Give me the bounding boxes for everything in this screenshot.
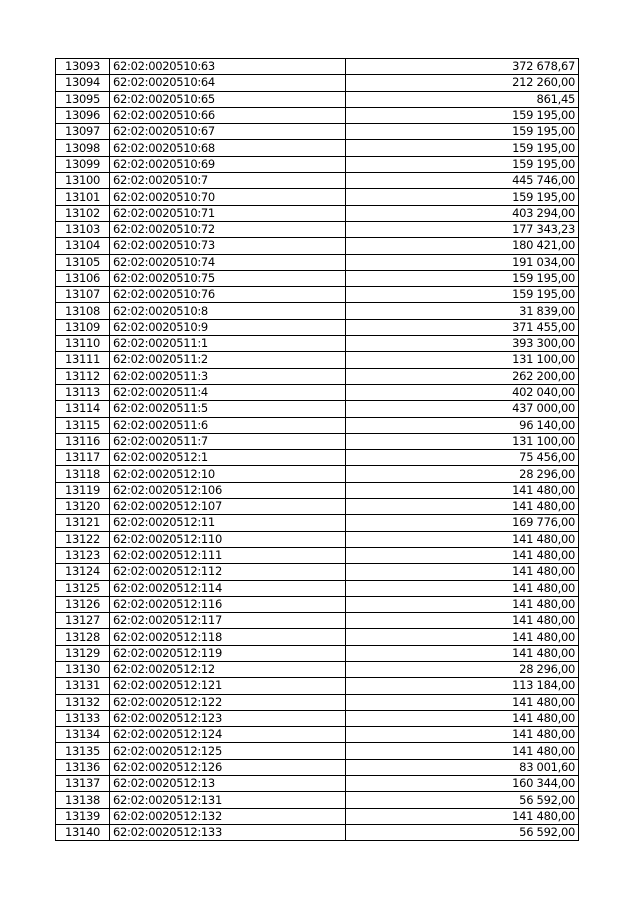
cadastral-value-cell: 371 455,00 xyxy=(346,319,579,335)
row-number-cell: 13099 xyxy=(56,156,110,172)
table-row xyxy=(56,303,579,319)
row-number-cell: 13134 xyxy=(56,727,110,743)
cadastral-value-cell: 169 776,00 xyxy=(346,515,579,531)
row-number-cell: 13135 xyxy=(56,743,110,759)
cadastral-value-cell: 141 480,00 xyxy=(346,645,579,661)
row-number-cell: 13121 xyxy=(56,515,110,531)
cadastral-value-cell: 28 296,00 xyxy=(346,661,579,677)
row-number-cell: 13136 xyxy=(56,759,110,775)
cadastral-value-cell: 28 296,00 xyxy=(346,466,579,482)
cadastral-number-cell: 62:02:0020510:73 xyxy=(110,238,346,254)
cadastral-value-cell: 861,45 xyxy=(346,91,579,107)
row-number-cell: 13113 xyxy=(56,384,110,400)
table-row xyxy=(56,515,579,531)
row-number-cell: 13114 xyxy=(56,401,110,417)
row-number-cell: 13124 xyxy=(56,564,110,580)
cadastral-number-cell: 62:02:0020511:1 xyxy=(110,336,346,352)
cadastral-value-cell: 437 000,00 xyxy=(346,401,579,417)
cadastral-number-cell: 62:02:0020510:7 xyxy=(110,173,346,189)
table-row xyxy=(56,124,579,140)
cadastral-number-cell: 62:02:0020512:125 xyxy=(110,743,346,759)
table-row xyxy=(56,580,579,596)
row-number-cell: 13112 xyxy=(56,368,110,384)
cadastral-number-cell: 62:02:0020512:13 xyxy=(110,776,346,792)
cadastral-number-cell: 62:02:0020512:1 xyxy=(110,450,346,466)
table-row xyxy=(56,450,579,466)
row-number-cell: 13128 xyxy=(56,629,110,645)
cadastral-number-cell: 62:02:0020510:9 xyxy=(110,319,346,335)
table-row xyxy=(56,221,579,237)
cadastral-number-cell: 62:02:0020510:76 xyxy=(110,287,346,303)
table-row xyxy=(56,254,579,270)
cadastral-number-cell: 62:02:0020511:3 xyxy=(110,368,346,384)
table-row xyxy=(56,173,579,189)
cadastral-number-cell: 62:02:0020511:2 xyxy=(110,352,346,368)
cadastral-number-cell: 62:02:0020512:131 xyxy=(110,792,346,808)
table-row xyxy=(56,531,579,547)
cadastral-number-cell: 62:02:0020510:70 xyxy=(110,189,346,205)
table-row xyxy=(56,401,579,417)
cadastral-value-cell: 159 195,00 xyxy=(346,140,579,156)
row-number-cell: 13109 xyxy=(56,319,110,335)
table-row xyxy=(56,629,579,645)
cadastral-value-cell: 56 592,00 xyxy=(346,792,579,808)
table-row xyxy=(56,596,579,612)
table-row xyxy=(56,808,579,824)
cadastral-value-cell: 141 480,00 xyxy=(346,743,579,759)
table-row xyxy=(56,613,579,629)
table-row xyxy=(56,792,579,808)
cadastral-number-cell: 62:02:0020510:67 xyxy=(110,124,346,140)
document-page xyxy=(55,58,578,841)
row-number-cell: 13123 xyxy=(56,547,110,563)
table-row xyxy=(56,205,579,221)
cadastral-number-cell: 62:02:0020510:71 xyxy=(110,205,346,221)
cadastral-number-cell: 62:02:0020512:106 xyxy=(110,482,346,498)
cadastral-value-cell: 56 592,00 xyxy=(346,824,579,840)
row-number-cell: 13111 xyxy=(56,352,110,368)
cadastral-value-cell: 159 195,00 xyxy=(346,107,579,123)
table-row xyxy=(56,384,579,400)
cadastral-value-cell: 445 746,00 xyxy=(346,173,579,189)
table-row xyxy=(56,678,579,694)
row-number-cell: 13107 xyxy=(56,287,110,303)
cadastral-value-cell: 141 480,00 xyxy=(346,482,579,498)
table-row xyxy=(56,417,579,433)
cadastral-number-cell: 62:02:0020511:7 xyxy=(110,433,346,449)
cadastral-value-cell: 141 480,00 xyxy=(346,531,579,547)
row-number-cell: 13093 xyxy=(56,59,110,75)
table-row xyxy=(56,661,579,677)
cadastral-number-cell: 62:02:0020512:11 xyxy=(110,515,346,531)
cadastral-value-cell: 96 140,00 xyxy=(346,417,579,433)
table-row xyxy=(56,482,579,498)
table-row xyxy=(56,824,579,840)
table-row xyxy=(56,759,579,775)
cadastral-value-cell: 141 480,00 xyxy=(346,547,579,563)
table-row xyxy=(56,59,579,75)
table-row xyxy=(56,776,579,792)
cadastral-number-cell: 62:02:0020510:8 xyxy=(110,303,346,319)
cadastral-value-cell: 159 195,00 xyxy=(346,189,579,205)
table-row xyxy=(56,156,579,172)
cadastral-number-cell: 62:02:0020510:69 xyxy=(110,156,346,172)
cadastral-value-cell: 131 100,00 xyxy=(346,352,579,368)
table-row xyxy=(56,75,579,91)
table-row xyxy=(56,319,579,335)
row-number-cell: 13110 xyxy=(56,336,110,352)
row-number-cell: 13125 xyxy=(56,580,110,596)
table-row xyxy=(56,694,579,710)
cadastral-value-cell: 141 480,00 xyxy=(346,596,579,612)
cadastral-value-cell: 262 200,00 xyxy=(346,368,579,384)
table-row xyxy=(56,499,579,515)
cadastral-value-cell: 177 343,23 xyxy=(346,221,579,237)
cadastral-value-cell: 83 001,60 xyxy=(346,759,579,775)
cadastral-value-cell: 141 480,00 xyxy=(346,694,579,710)
row-number-cell: 13104 xyxy=(56,238,110,254)
row-number-cell: 13098 xyxy=(56,140,110,156)
cadastral-value-cell: 141 480,00 xyxy=(346,808,579,824)
row-number-cell: 13119 xyxy=(56,482,110,498)
row-number-cell: 13103 xyxy=(56,221,110,237)
cadastral-value-cell: 31 839,00 xyxy=(346,303,579,319)
cadastral-value-cell: 393 300,00 xyxy=(346,336,579,352)
row-number-cell: 13132 xyxy=(56,694,110,710)
table-row xyxy=(56,91,579,107)
cadastral-value-cell: 141 480,00 xyxy=(346,613,579,629)
table-row xyxy=(56,270,579,286)
cadastral-number-cell: 62:02:0020510:64 xyxy=(110,75,346,91)
cadastral-number-cell: 62:02:0020510:75 xyxy=(110,270,346,286)
row-number-cell: 13140 xyxy=(56,824,110,840)
row-number-cell: 13133 xyxy=(56,710,110,726)
cadastral-value-cell: 159 195,00 xyxy=(346,156,579,172)
cadastral-value-cell: 191 034,00 xyxy=(346,254,579,270)
row-number-cell: 13096 xyxy=(56,107,110,123)
cadastral-number-cell: 62:02:0020512:132 xyxy=(110,808,346,824)
cadastral-number-cell: 62:02:0020512:133 xyxy=(110,824,346,840)
cadastral-value-cell: 141 480,00 xyxy=(346,499,579,515)
cadastral-value-cell: 372 678,67 xyxy=(346,59,579,75)
cadastral-number-cell: 62:02:0020512:122 xyxy=(110,694,346,710)
table-row xyxy=(56,710,579,726)
cadastral-value-cell: 212 260,00 xyxy=(346,75,579,91)
cadastral-number-cell: 62:02:0020512:110 xyxy=(110,531,346,547)
cadastral-number-cell: 62:02:0020510:74 xyxy=(110,254,346,270)
cadastral-value-cell: 159 195,00 xyxy=(346,270,579,286)
cadastral-value-cell: 141 480,00 xyxy=(346,710,579,726)
cadastral-value-table xyxy=(55,58,579,841)
row-number-cell: 13097 xyxy=(56,124,110,140)
row-number-cell: 13118 xyxy=(56,466,110,482)
cadastral-number-cell: 62:02:0020512:10 xyxy=(110,466,346,482)
row-number-cell: 13095 xyxy=(56,91,110,107)
row-number-cell: 13105 xyxy=(56,254,110,270)
cadastral-value-cell: 141 480,00 xyxy=(346,629,579,645)
cadastral-number-cell: 62:02:0020512:117 xyxy=(110,613,346,629)
cadastral-number-cell: 62:02:0020510:63 xyxy=(110,59,346,75)
row-number-cell: 13122 xyxy=(56,531,110,547)
table-row xyxy=(56,287,579,303)
row-number-cell: 13137 xyxy=(56,776,110,792)
row-number-cell: 13101 xyxy=(56,189,110,205)
cadastral-number-cell: 62:02:0020510:68 xyxy=(110,140,346,156)
cadastral-value-cell: 180 421,00 xyxy=(346,238,579,254)
table-row xyxy=(56,238,579,254)
row-number-cell: 13126 xyxy=(56,596,110,612)
row-number-cell: 13139 xyxy=(56,808,110,824)
row-number-cell: 13108 xyxy=(56,303,110,319)
table-row xyxy=(56,140,579,156)
table-row xyxy=(56,743,579,759)
table-row xyxy=(56,727,579,743)
cadastral-number-cell: 62:02:0020512:119 xyxy=(110,645,346,661)
cadastral-number-cell: 62:02:0020512:116 xyxy=(110,596,346,612)
table-row xyxy=(56,336,579,352)
row-number-cell: 13131 xyxy=(56,678,110,694)
cadastral-value-cell: 402 040,00 xyxy=(346,384,579,400)
cadastral-number-cell: 62:02:0020512:12 xyxy=(110,661,346,677)
cadastral-value-cell: 113 184,00 xyxy=(346,678,579,694)
row-number-cell: 13106 xyxy=(56,270,110,286)
row-number-cell: 13117 xyxy=(56,450,110,466)
cadastral-value-cell: 75 456,00 xyxy=(346,450,579,466)
cadastral-number-cell: 62:02:0020512:111 xyxy=(110,547,346,563)
cadastral-number-cell: 62:02:0020512:112 xyxy=(110,564,346,580)
cadastral-value-cell: 141 480,00 xyxy=(346,727,579,743)
row-number-cell: 13130 xyxy=(56,661,110,677)
cadastral-number-cell: 62:02:0020510:65 xyxy=(110,91,346,107)
table-row xyxy=(56,107,579,123)
cadastral-value-cell: 403 294,00 xyxy=(346,205,579,221)
row-number-cell: 13115 xyxy=(56,417,110,433)
table-row xyxy=(56,368,579,384)
table-row xyxy=(56,433,579,449)
cadastral-value-cell: 141 480,00 xyxy=(346,580,579,596)
cadastral-value-cell: 160 344,00 xyxy=(346,776,579,792)
table-row xyxy=(56,564,579,580)
row-number-cell: 13094 xyxy=(56,75,110,91)
cadastral-number-cell: 62:02:0020512:124 xyxy=(110,727,346,743)
cadastral-number-cell: 62:02:0020511:4 xyxy=(110,384,346,400)
row-number-cell: 13100 xyxy=(56,173,110,189)
cadastral-number-cell: 62:02:0020512:118 xyxy=(110,629,346,645)
row-number-cell: 13120 xyxy=(56,499,110,515)
table-body xyxy=(56,59,579,841)
row-number-cell: 13116 xyxy=(56,433,110,449)
cadastral-value-cell: 131 100,00 xyxy=(346,433,579,449)
cadastral-value-cell: 141 480,00 xyxy=(346,564,579,580)
cadastral-number-cell: 62:02:0020511:6 xyxy=(110,417,346,433)
cadastral-number-cell: 62:02:0020512:126 xyxy=(110,759,346,775)
cadastral-number-cell: 62:02:0020512:107 xyxy=(110,499,346,515)
cadastral-value-cell: 159 195,00 xyxy=(346,287,579,303)
table-row xyxy=(56,466,579,482)
cadastral-number-cell: 62:02:0020510:66 xyxy=(110,107,346,123)
cadastral-number-cell: 62:02:0020510:72 xyxy=(110,221,346,237)
row-number-cell: 13129 xyxy=(56,645,110,661)
cadastral-number-cell: 62:02:0020512:114 xyxy=(110,580,346,596)
row-number-cell: 13127 xyxy=(56,613,110,629)
row-number-cell: 13102 xyxy=(56,205,110,221)
cadastral-number-cell: 62:02:0020512:123 xyxy=(110,710,346,726)
table-row xyxy=(56,189,579,205)
cadastral-value-cell: 159 195,00 xyxy=(346,124,579,140)
row-number-cell: 13138 xyxy=(56,792,110,808)
cadastral-number-cell: 62:02:0020512:121 xyxy=(110,678,346,694)
table-row xyxy=(56,645,579,661)
cadastral-number-cell: 62:02:0020511:5 xyxy=(110,401,346,417)
table-row xyxy=(56,352,579,368)
table-row xyxy=(56,547,579,563)
